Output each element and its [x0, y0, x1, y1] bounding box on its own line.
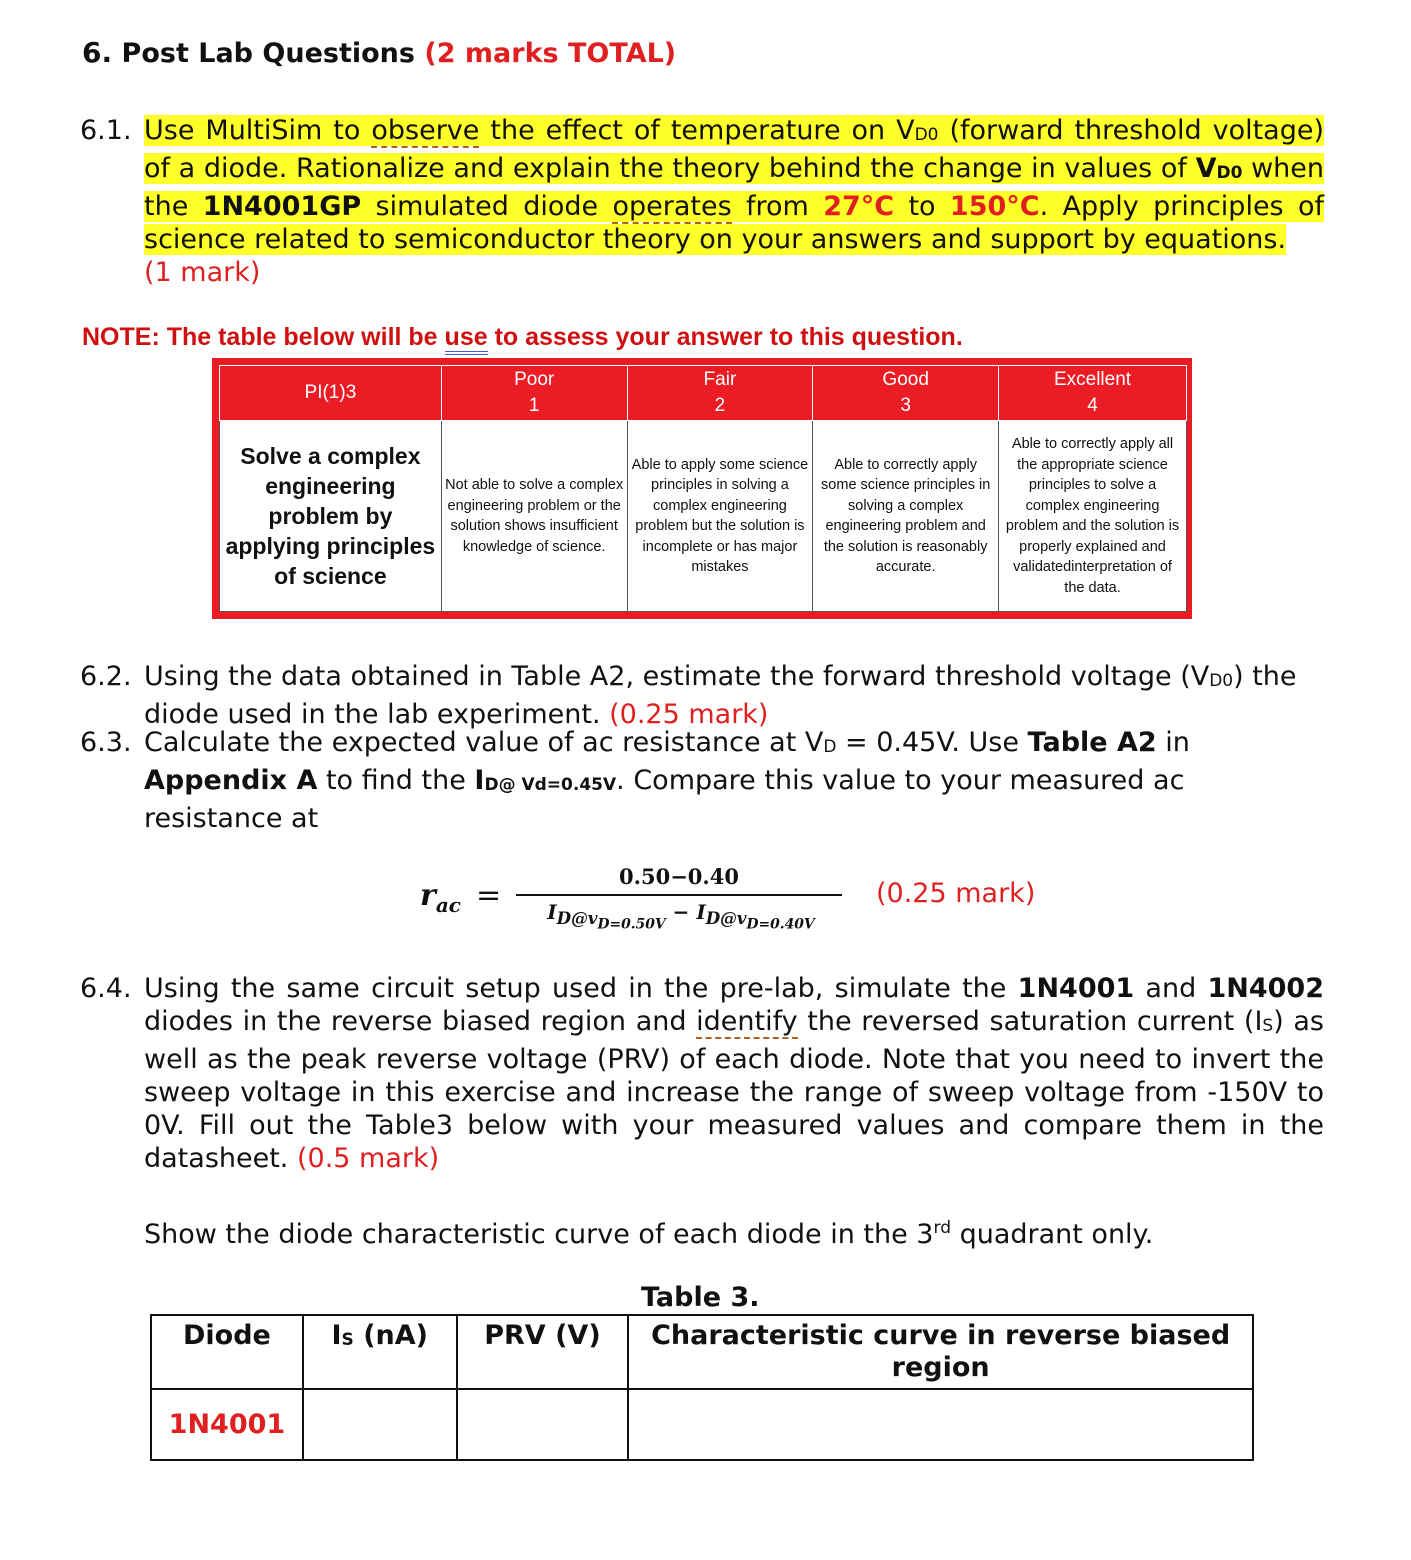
den-i: I — [547, 900, 557, 924]
section-number: 6. — [82, 36, 113, 69]
q61-number: 6.1. — [80, 115, 132, 146]
formula-r: r — [420, 878, 436, 913]
q62-seg: ) the diode used in the lab experiment. — [144, 661, 1297, 730]
q63-appendix: Appendix A — [144, 765, 318, 796]
formula-lhs — [420, 878, 461, 917]
q64-sub: S — [1262, 1016, 1274, 1036]
den-minus: − — [665, 900, 697, 924]
q61-seg: Use MultiSim to — [144, 115, 372, 146]
table3-cell-curve[interactable] — [628, 1389, 1253, 1460]
show-seg: quadrant only. — [950, 1219, 1154, 1250]
q61-mark: (1 mark) — [144, 257, 261, 288]
q61-observe: observe — [371, 115, 480, 146]
rubric-header-row — [220, 366, 1187, 421]
is-unit: (nA) — [353, 1320, 428, 1351]
q62-seg: Using the data obtained in Table A2, estimate the forward threshold voltage (V — [144, 661, 1210, 692]
section-title-text: Post Lab Questions — [121, 38, 415, 69]
q62-sub: D0 — [1209, 671, 1234, 691]
q61-seg: from — [731, 191, 824, 222]
q64-identify: identify — [696, 1006, 798, 1037]
table3-cell-is[interactable] — [303, 1389, 457, 1460]
formula-fraction-bar — [516, 894, 842, 896]
q64-number: 6.4. — [80, 973, 132, 1004]
q61-sub: D0 — [914, 125, 939, 145]
rubric-level-good — [813, 366, 999, 421]
level-score: 3 — [900, 395, 911, 416]
den-sub2: D=0.40V — [746, 916, 815, 933]
show-curve-instruction — [144, 1212, 1153, 1251]
formula-mark: (0.25 mark) — [876, 878, 1036, 909]
level-name: Poor — [514, 369, 555, 390]
rubric-desc-poor: Not able to solve a complex engineering problem or the solution shows insufficient knowledge of science. — [441, 421, 627, 612]
q64-mark: (0.5 mark) — [296, 1143, 440, 1174]
rubric-note — [82, 323, 963, 352]
q64-diode-1: 1N4001 — [1017, 973, 1135, 1004]
note-use: use — [445, 323, 488, 355]
q61-seg: to — [894, 191, 950, 222]
q64-diode-2: 1N4002 — [1207, 973, 1324, 1004]
q61-diode: 1N4001GP — [202, 191, 362, 222]
show-seg: Show the diode characteristic curve of each diode in the 3 — [144, 1219, 934, 1250]
level-score: 1 — [528, 395, 540, 416]
q62-mark: (0.25 mark) — [609, 699, 769, 730]
q61-seg: . Apply principles of science related to semiconductor theory on your answers and support by equations. — [144, 191, 1324, 255]
q64-seg: Using the same circuit setup used in the pre-lab, simulate the — [144, 973, 1018, 1004]
table3 — [150, 1314, 1254, 1461]
table3-header-is — [303, 1315, 457, 1389]
table3-header-prv: PRV (V) — [457, 1315, 629, 1389]
table3-header-row — [151, 1315, 1253, 1389]
section-marks: (2 marks TOTAL) — [424, 38, 677, 69]
note-seg: NOTE: The table below will be — [82, 323, 445, 351]
rubric-body-row — [220, 421, 1187, 612]
rubric-level-poor — [441, 366, 627, 421]
den-i: I — [696, 900, 706, 924]
q63-sub: D@ Vd=0.45V — [484, 775, 617, 795]
q64-seg: ) as well as the peak reverse voltage (PRV) of each diode. Note that you need to invert the sweep voltage in this exercise and increase the range of sweep voltage from -150V to 0V. Fill out the Table3 below with your measured values and compare them in the datasheet. — [144, 1006, 1325, 1174]
q61-operates: operates — [612, 191, 732, 222]
q63-seg: Calculate the expected value of ac resistance at V — [144, 727, 824, 758]
q63-table-a2: Table A2 — [1027, 727, 1157, 758]
rubric-desc-excellent: Able to correctly apply all the appropriate science principles to solve a complex engineering problem and the solution is properly explained and validatedinterpretation of the data. — [999, 421, 1187, 612]
q62-text — [144, 660, 1324, 731]
q62-number: 6.2. — [80, 661, 132, 692]
rac-formula — [420, 860, 1060, 940]
formula-numerator: 0.50−0.40 — [619, 864, 739, 889]
q63-sub: D — [823, 737, 837, 757]
rubric-desc-good: Able to correctly apply some science principles in solving a complex engineering problem and the solution is reasonably accurate. — [813, 421, 999, 612]
q63-seg: = 0.45V. Use — [836, 727, 1028, 758]
q63-id: I — [474, 765, 485, 796]
q61-seg: simulated diode — [361, 191, 613, 222]
q61-seg: when the — [144, 153, 1324, 222]
q64-seg: diodes in the reverse biased region and — [144, 1006, 697, 1037]
table3-caption: Table 3. — [641, 1282, 760, 1313]
show-sup: rd — [933, 1218, 951, 1238]
q61-vd0: V — [1195, 153, 1217, 184]
q61-sub: D0 — [1216, 163, 1243, 183]
q63-number: 6.3. — [80, 727, 132, 758]
note-seg: to assess your answer to this question. — [487, 323, 963, 351]
formula-r-sub: ac — [435, 893, 461, 917]
q64-seg: the reversed saturation current (I — [797, 1006, 1263, 1037]
q64-text — [144, 972, 1324, 1175]
den-sub2: D=0.50V — [597, 916, 666, 933]
q63-seg: . Compare this value to your measured ac resistance at — [144, 765, 1185, 834]
den-sub: D@v — [705, 908, 747, 928]
table3-cell-prv[interactable] — [457, 1389, 629, 1460]
rubric-desc-fair: Able to apply some science principles in solving a complex engineering problem but the solution is incomplete or has major mistakes — [627, 421, 813, 612]
level-score: 2 — [714, 395, 726, 416]
q61-temp-low: 27°C — [823, 191, 895, 222]
table3-header-curve: Characteristic curve in reverse biased region — [628, 1315, 1253, 1389]
q61-temp-high: 150°C — [949, 191, 1040, 222]
level-score: 4 — [1087, 395, 1098, 416]
formula-denominator — [516, 900, 846, 932]
q64-seg: and — [1134, 973, 1208, 1004]
level-name: Fair — [703, 369, 737, 390]
table3-header-diode: Diode — [151, 1315, 303, 1389]
q61-seg: (forward threshold voltage) of a diode. Rationalize and explain the theory behind the change in values of — [144, 115, 1325, 184]
rubric-table — [219, 365, 1187, 612]
rubric-criterion: Solve a complex engineering problem by applying principles of science — [220, 421, 442, 612]
level-name: Good — [882, 369, 929, 390]
formula-equals: = — [476, 878, 502, 913]
q61-seg: the effect of temperature on V — [479, 115, 915, 146]
den-sub: D@v — [556, 908, 598, 928]
section-title — [82, 36, 676, 69]
is-sub: S — [341, 1330, 354, 1350]
is-label: I — [331, 1320, 342, 1351]
table3-cell-diode: 1N4001 — [151, 1389, 303, 1460]
q63-seg: in — [1156, 727, 1190, 758]
q63-seg: to find the — [317, 765, 475, 796]
rubric-level-fair — [627, 366, 813, 421]
table-row — [151, 1389, 1253, 1460]
q61-text — [144, 114, 1324, 289]
q63-text — [144, 726, 1324, 835]
rubric-level-excellent — [999, 366, 1187, 421]
rubric-pi: PI(1)3 — [220, 366, 442, 421]
level-name: Excellent — [1053, 369, 1132, 390]
